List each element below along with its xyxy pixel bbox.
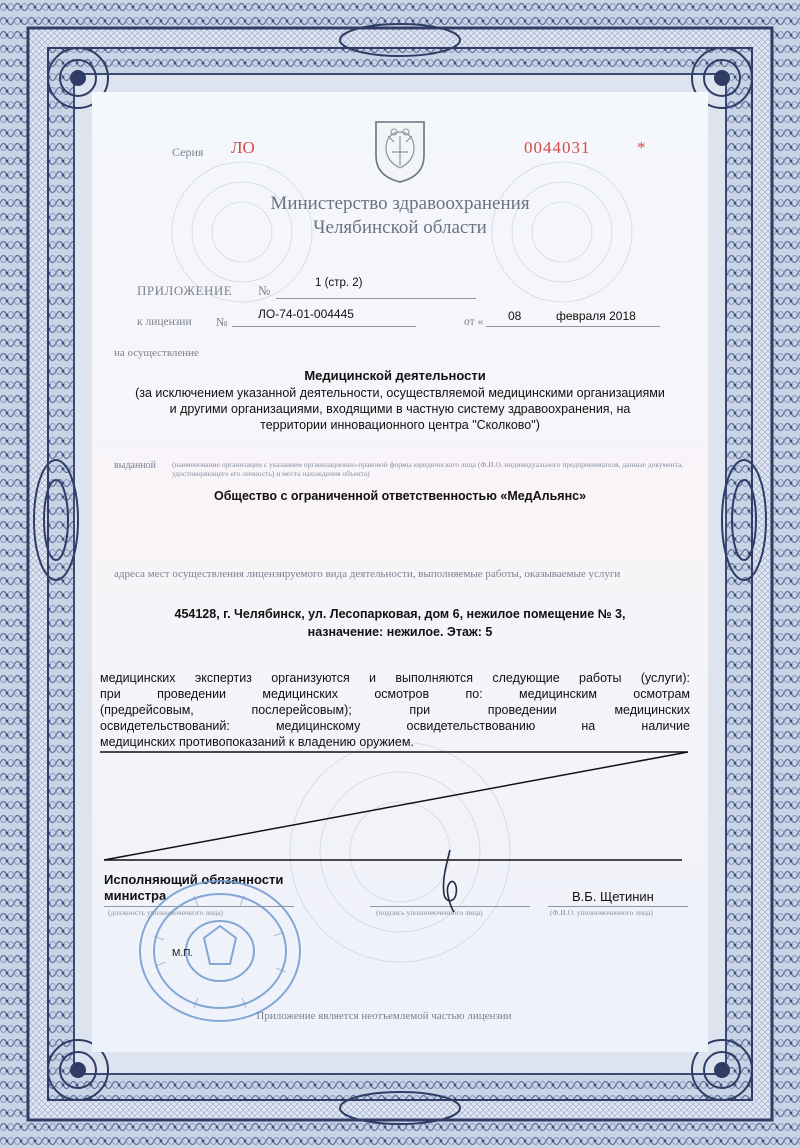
name-caption: (Ф.И.О. уполномоченного лица) [550,908,653,917]
footer-note: Приложение является неотъемлемой частью лицензии [256,1010,512,1022]
date-from-label: от « [464,316,484,328]
activity-note-line1: (за исключением указанной деятельности, осуществляемой медицинскими организациями [135,386,665,400]
signer-name: В.Б. Щетинин [572,889,654,904]
signer-position-line1: Исполняющий обязанности [104,872,284,887]
series-value: ЛО [231,138,255,157]
works-line5: медицинских противопоказаний к владению оружием. [100,735,414,749]
activity-note-line2: и другими организациями, входящими в частную систему здравоохранения, на [169,402,631,416]
stamp-mp-mark: М.П. [172,948,194,959]
series-label: Серия [172,145,204,159]
address-line1: 454128, г. Челябинск, ул. Лесопарковая, дом 6, нежилое помещение № 3, [174,607,626,621]
license-number: ЛО-74-01-004445 [258,307,354,321]
activity-note-line3: территории инновационного центра "Сколково") [260,418,540,432]
activity-label: на осуществление [114,347,199,359]
official-seal-stamp [134,876,306,1026]
handwritten-signature [420,846,480,916]
signer-position-line2: министра [104,888,167,903]
ministry-title: Министерство здравоохранения [270,193,530,214]
works-line2: при проведении медицинских осмотров по: медицинским осмотрам [100,687,690,701]
works-line1: медицинских экспертиз организуются и выполняются следующие работы (услуги): [100,671,690,685]
date-month-year: февраля 2018 [556,309,636,323]
name-underline [548,906,688,907]
asterisk-mark: * [637,138,646,157]
activity-title: Медицинской деятельности [304,368,486,383]
ministry-region: Челябинской области [313,217,487,238]
appendix-number: 1 (стр. 2) [315,277,363,289]
license-no-sign: № [216,315,228,329]
addresses-label: адреса мест осуществления лицензируемого вида деятельности, выполняемые работы, оказываемые услуги [114,568,621,580]
issued-hint: (наименование организации с указанием организационно-правовой формы юридического лица (Ф.И.О. индивидуального предпринимателя, данные документа, удостоверяющего его личность) и места нахождения объекта) [172,460,684,478]
works-line3: (предрейсовым, послерейсовым); при проведении медицинских [100,703,690,717]
organization-name: Общество с ограниченной ответственностью «МедАльянс» [213,489,587,503]
issued-label: выданной [114,460,157,471]
works-line4: освидетельствований: медицинскому освидетельствованию на наличие [100,719,690,733]
appendix-label: ПРИЛОЖЕНИЕ [137,283,233,298]
signature-caption: (подпись уполномоченного лица) [376,908,483,917]
license-label: к лицензии [137,316,192,328]
address-line2: назначение: нежилое. Этаж: 5 [307,625,493,639]
document-number: 0044031 [524,138,591,157]
date-day: 08 [508,309,522,323]
appendix-no-sign: № [258,283,271,298]
position-caption: (должность уполномоченного лица) [108,908,223,917]
